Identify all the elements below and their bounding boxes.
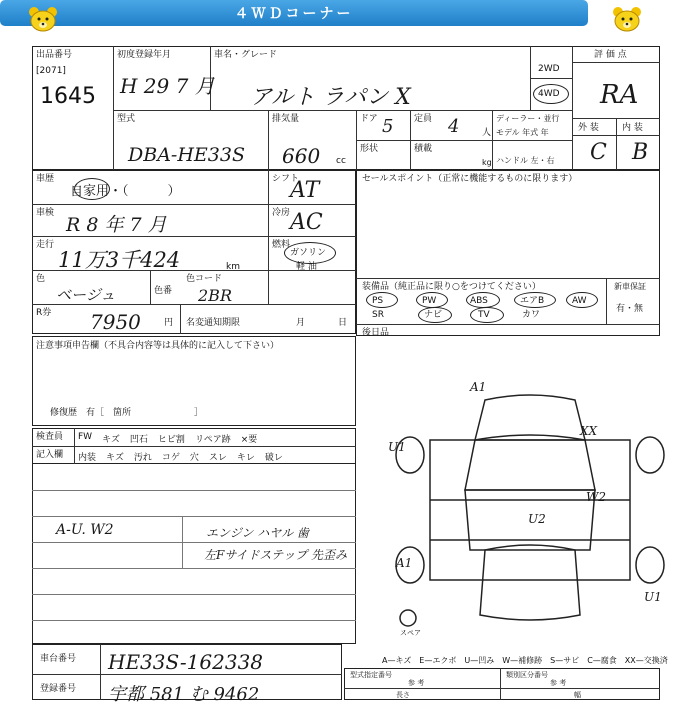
notes-label: 注意事項申告欄（不具合内容等は具体的に記入して下さい） — [36, 341, 280, 351]
spec-field-2: 類別区分番号 — [506, 671, 548, 679]
price-label: R券 — [36, 308, 52, 318]
equip-airbag: エアB — [520, 296, 545, 306]
wheel-fr — [636, 437, 664, 473]
fuel-diesel: 軽 油 — [296, 262, 317, 272]
code: FW — [78, 432, 93, 442]
color-code2: 2BR — [198, 286, 232, 305]
car-hood — [465, 440, 595, 490]
remark-line2b: 左Fサイドステップ 先歪み — [204, 548, 347, 562]
spec-field-1: 型式指定番号 — [350, 671, 392, 679]
name-change-day: 日 — [338, 318, 348, 328]
equip-leather: カワ — [522, 310, 541, 320]
displacement-unit: cc — [336, 156, 346, 166]
name-change-label: 名変通知期限 — [186, 318, 241, 328]
spare-tire — [400, 610, 416, 626]
dealer-text: ディーラー・並行 — [496, 114, 560, 123]
mileage-label: 走行 — [36, 240, 55, 250]
color-code-label: 色番 — [154, 286, 173, 296]
ext-label: 外 装 — [578, 123, 599, 133]
remark-line2a: エンジン ハヤル 歯 — [206, 526, 309, 540]
model-value: DBA-HE33S — [128, 144, 245, 166]
code: 内装 — [78, 453, 97, 463]
diagram-mark-u2: U2 — [528, 512, 546, 526]
inspector-label: 検査員 — [36, 432, 64, 442]
lot-label: 出品番号 — [36, 50, 73, 60]
kg-label: kg — [482, 158, 492, 167]
drive-4wd: 4WD — [538, 89, 560, 99]
car-body — [430, 440, 630, 580]
inspector-codes — [78, 432, 257, 445]
code: コゲ — [161, 453, 180, 463]
spec-field-4: 参 考 — [550, 679, 567, 687]
diagram-mark-u1: U1 — [388, 440, 406, 454]
lot-number: 1645 — [40, 84, 96, 109]
doors-value: 5 — [382, 116, 394, 137]
equip-abs: ABS — [470, 296, 488, 306]
code: 凹石 — [129, 435, 148, 445]
reg-label: 初度登録年月 — [117, 50, 172, 60]
equip-pw: PW — [422, 296, 437, 306]
capacity-value: 4 — [448, 116, 460, 137]
code: ×要 — [240, 435, 258, 445]
equip-aw-circle — [566, 292, 598, 308]
equip-pw-circle — [416, 292, 448, 308]
diagram-mark-a1b: A1 — [396, 556, 413, 570]
code: キレ — [236, 453, 255, 463]
grade-label: 評 価 点 — [594, 50, 627, 60]
chassis-value: HE33S-162338 — [108, 650, 264, 674]
usage-value: 自家用・（ ） — [70, 184, 181, 199]
sales-point-label: セールスポイント（正常に機能するものに限ります） — [362, 174, 578, 184]
int-grade: B — [632, 140, 649, 165]
lot-sub: [2071] — [36, 66, 66, 76]
reg-value: H 29 7 月 — [120, 74, 215, 98]
code: スレ — [208, 453, 227, 463]
displacement-value: 660 — [282, 144, 321, 168]
mileage-value: 11万3千424 — [58, 248, 181, 272]
equip-navi: ナビ — [424, 310, 443, 320]
ext-grade: C — [590, 140, 607, 165]
spec-field-3: 参 考 — [408, 679, 425, 687]
model-year-text: モデル 年式 年 — [496, 128, 549, 137]
displacement-label: 排気量 — [272, 114, 300, 124]
spec-length: 長さ — [396, 691, 410, 699]
model-label: 型式 — [117, 114, 136, 124]
page-title: ４ＷＤコーナー — [234, 6, 354, 22]
color-value: ベージュ — [56, 286, 116, 304]
usage-circle — [74, 178, 110, 200]
price-value: 7950 — [90, 310, 141, 334]
warranty-label: 新車保証 — [614, 282, 646, 291]
warranty-value: 有・無 — [616, 304, 644, 314]
code: 汚れ — [133, 453, 152, 463]
capacity-unit: 人 — [482, 128, 492, 138]
equip-abs-circle — [466, 292, 500, 308]
bear-mascot-icon — [612, 6, 642, 32]
usage-label: 車歴 — [36, 174, 55, 184]
price-unit: 円 — [164, 318, 174, 328]
code: ヒビ割 — [157, 435, 185, 445]
equip-sr: SR — [372, 310, 384, 320]
bear-mascot-icon — [28, 6, 58, 32]
diagram-mark-w2: W2 — [586, 490, 606, 504]
entry-codes — [78, 450, 283, 463]
car-roof — [475, 395, 585, 440]
registration-label: 登録番号 — [40, 684, 77, 694]
equip-ps-circle — [366, 292, 398, 308]
equipment-label: 装備品（純正品に限り○をつけてください） — [362, 282, 541, 292]
color-code2-label: 色コード — [186, 274, 223, 284]
diagram-mark-a1: A1 — [470, 380, 487, 394]
fuel-gasoline: ガソリン — [290, 248, 327, 258]
spare-label: スペア — [400, 629, 421, 637]
diagram-mark-u1b: U1 — [644, 590, 662, 604]
car-rear — [480, 545, 580, 620]
int-label: 内 装 — [622, 123, 643, 133]
car-diagram — [380, 380, 680, 640]
inspection-label: 車検 — [36, 208, 55, 218]
fuel-label: 燃料 — [272, 240, 291, 250]
back-seat-label: 後日品 — [362, 328, 390, 338]
name-value: アルト ラパン X — [250, 85, 411, 110]
handle-text: ハンドル 左・右 — [496, 156, 555, 165]
equip-tv-circle — [470, 307, 504, 323]
code: キズ — [102, 435, 120, 445]
grade-value: RA — [600, 80, 639, 110]
mileage-unit: km — [226, 262, 240, 272]
capacity-label: 定員 — [414, 114, 433, 124]
name-change-month: 月 — [296, 318, 306, 328]
equip-navi-circle — [418, 307, 452, 323]
color-label: 色 — [36, 274, 46, 284]
registration-value: 宇都 581 む 9462 — [108, 684, 260, 705]
drive-2wd: 2WD — [538, 64, 560, 74]
repair-history: 修復歴 有［ 箇所 ］ — [50, 408, 204, 418]
doors-label: ドア — [360, 114, 378, 124]
inspection-value: R 8 年 7 月 — [66, 214, 167, 236]
name-label: 車名・グレード — [214, 50, 278, 60]
entry-label: 記入欄 — [36, 450, 64, 460]
equip-airbag-circle — [514, 292, 556, 308]
damage-legend: A—キズ E—エクボ U—凹み W—補修跡 S—サビ C—腐食 XX—交換済 — [382, 656, 668, 665]
sales-block — [356, 170, 660, 336]
diagram-mark-xx: XX — [580, 424, 598, 438]
code: リペア跡 — [194, 435, 231, 445]
equip-tv: TV — [478, 310, 490, 320]
code: 穴 — [189, 453, 199, 463]
title-bar — [0, 0, 588, 26]
remark-line1: A-U. W2 — [56, 522, 114, 538]
load-label: 積載 — [414, 144, 433, 154]
equip-aw: AW — [572, 296, 587, 306]
code: キズ — [106, 453, 124, 463]
shape-label: 形状 — [360, 144, 379, 154]
wheel-rr — [636, 547, 664, 583]
code: 破レ — [264, 453, 283, 463]
shift-value: AT — [290, 178, 320, 203]
shift-label: シフト — [272, 174, 300, 184]
chassis-label: 車台番号 — [40, 654, 77, 664]
ac-label: 冷房 — [272, 208, 291, 218]
ac-value: AC — [290, 210, 323, 235]
spec-width: 幅 — [574, 691, 581, 699]
equip-ps: PS — [372, 296, 384, 306]
